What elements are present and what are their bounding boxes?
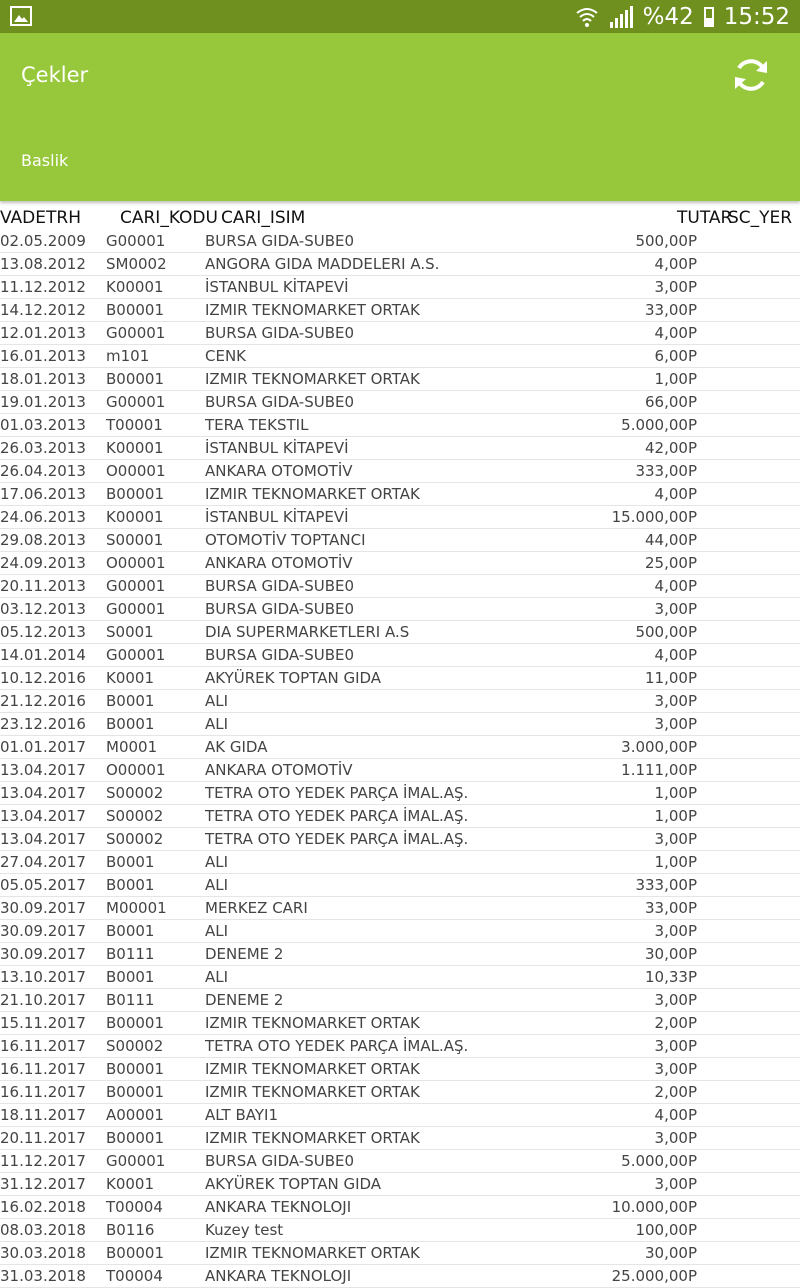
cell-tutar: 3,00P [654, 830, 697, 848]
cell-tutar: 4,00P [654, 324, 697, 342]
cell-vadetrh: 16.11.2017 [0, 1083, 86, 1101]
cell-vadetrh: 15.11.2017 [0, 1014, 86, 1032]
cell-cari-kodu: B00001 [106, 1083, 165, 1101]
header-cari-kodu: CARI_KODU [120, 208, 218, 228]
cell-vadetrh: 27.04.2017 [0, 853, 86, 871]
table-row[interactable] [0, 736, 800, 759]
table-row[interactable] [0, 920, 800, 943]
cell-vadetrh: 24.06.2013 [0, 508, 86, 526]
cell-vadetrh: 30.09.2017 [0, 945, 86, 963]
cell-cari-isim: ALI [205, 853, 229, 871]
cell-vadetrh: 16.11.2017 [0, 1037, 86, 1055]
cell-vadetrh: 13.04.2017 [0, 830, 86, 848]
cell-cari-kodu: m101 [106, 347, 150, 365]
cell-cari-kodu: G00001 [106, 324, 166, 342]
image-notification-icon [10, 6, 32, 26]
cell-cari-kodu: M0001 [106, 738, 158, 756]
cell-vadetrh: 16.11.2017 [0, 1060, 86, 1078]
table-row[interactable] [0, 713, 800, 736]
cell-cari-kodu: B00001 [106, 1014, 165, 1032]
cell-cari-kodu: B0116 [106, 1221, 155, 1239]
cell-vadetrh: 13.04.2017 [0, 807, 86, 825]
table-row[interactable] [0, 690, 800, 713]
cell-tutar: 10.000,00P [611, 1198, 697, 1216]
cell-tutar: 3,00P [654, 1037, 697, 1055]
cell-cari-isim: İSTANBUL KİTAPEVİ [205, 439, 349, 457]
cell-cari-kodu: M00001 [106, 899, 167, 917]
table-row[interactable] [0, 230, 800, 253]
cell-vadetrh: 13.08.2012 [0, 255, 86, 273]
cell-vadetrh: 20.11.2017 [0, 1129, 86, 1147]
table-row[interactable] [0, 667, 800, 690]
table-row[interactable] [0, 483, 800, 506]
cell-tutar: 500,00P [635, 232, 697, 250]
cell-vadetrh: 03.12.2013 [0, 600, 86, 618]
table-row[interactable] [0, 1265, 800, 1288]
header-sc-yer: SC_YER [728, 208, 793, 228]
cell-vadetrh: 14.01.2014 [0, 646, 86, 664]
cell-cari-kodu: T00004 [106, 1198, 163, 1216]
cell-tutar: 1,00P [654, 370, 697, 388]
cell-vadetrh: 13.10.2017 [0, 968, 86, 986]
cell-cari-kodu: B0001 [106, 715, 155, 733]
table-row[interactable] [0, 345, 800, 368]
cell-tutar: 3,00P [654, 922, 697, 940]
wifi-icon [575, 5, 599, 29]
table-row[interactable] [0, 322, 800, 345]
cell-vadetrh: 12.01.2013 [0, 324, 86, 342]
cell-cari-kodu: B0001 [106, 876, 155, 894]
table-row[interactable] [0, 529, 800, 552]
cell-cari-isim: İSTANBUL KİTAPEVİ [205, 508, 349, 526]
table-row[interactable] [0, 391, 800, 414]
table-row[interactable] [0, 1242, 800, 1265]
battery-percent: %42 [642, 3, 694, 30]
refresh-icon[interactable] [731, 55, 771, 95]
table-row[interactable] [0, 460, 800, 483]
cell-cari-kodu: K0001 [106, 669, 155, 687]
cell-cari-isim: IZMIR TEKNOMARKET ORTAK [205, 1244, 420, 1262]
cell-cari-isim: ANKARA OTOMOTİV [205, 761, 353, 779]
signal-icon [609, 6, 633, 28]
table-row[interactable] [0, 759, 800, 782]
cell-tutar: 3,00P [654, 1129, 697, 1147]
cell-vadetrh: 01.01.2017 [0, 738, 86, 756]
cell-tutar: 6,00P [654, 347, 697, 365]
cell-cari-kodu: B00001 [106, 370, 165, 388]
cell-vadetrh: 24.09.2013 [0, 554, 86, 572]
cell-cari-isim: DIA SUPERMARKETLERI A.S [205, 623, 410, 641]
cell-cari-isim: ALI [205, 715, 229, 733]
table-header [0, 206, 800, 230]
table-row[interactable] [0, 598, 800, 621]
cell-cari-isim: ALI [205, 876, 229, 894]
cell-cari-kodu: B00001 [106, 1244, 165, 1262]
cell-cari-isim: ALI [205, 968, 229, 986]
table-row[interactable] [0, 644, 800, 667]
cell-vadetrh: 13.04.2017 [0, 761, 86, 779]
table-row[interactable] [0, 1035, 800, 1058]
cell-cari-kodu: O00001 [106, 761, 166, 779]
cell-vadetrh: 10.12.2016 [0, 669, 86, 687]
cell-tutar: 3,00P [654, 692, 697, 710]
table-row[interactable] [0, 437, 800, 460]
cell-cari-kodu: G00001 [106, 393, 166, 411]
table-row[interactable] [0, 1127, 800, 1150]
cell-cari-isim: ANKARA OTOMOTİV [205, 554, 353, 572]
cell-cari-kodu: S00002 [106, 784, 164, 802]
cell-tutar: 4,00P [654, 485, 697, 503]
check-list[interactable] [0, 230, 800, 1288]
cell-vadetrh: 31.12.2017 [0, 1175, 86, 1193]
cell-cari-kodu: B00001 [106, 301, 165, 319]
cell-cari-isim: CENK [205, 347, 247, 365]
cell-tutar: 3,00P [654, 1060, 697, 1078]
cell-tutar: 44,00P [645, 531, 697, 549]
cell-cari-isim: DENEME 2 [205, 945, 284, 963]
cell-cari-isim: ALI [205, 692, 229, 710]
cell-tutar: 1,00P [654, 784, 697, 802]
table-row[interactable] [0, 299, 800, 322]
cell-cari-isim: BURSA GIDA-SUBE0 [205, 600, 355, 618]
cell-cari-kodu: G00001 [106, 1152, 166, 1170]
cell-tutar: 2,00P [654, 1083, 697, 1101]
cell-vadetrh: 02.05.2009 [0, 232, 86, 250]
cell-tutar: 4,00P [654, 1106, 697, 1124]
cell-cari-kodu: SM0002 [106, 255, 167, 273]
cell-tutar: 4,00P [654, 646, 697, 664]
cell-vadetrh: 21.12.2016 [0, 692, 86, 710]
table-row[interactable] [0, 782, 800, 805]
cell-cari-kodu: G00001 [106, 232, 166, 250]
cell-vadetrh: 19.01.2013 [0, 393, 86, 411]
cell-tutar: 3,00P [654, 278, 697, 296]
cell-cari-kodu: T00004 [106, 1267, 163, 1285]
table-row[interactable] [0, 1173, 800, 1196]
page-title: Çekler [21, 63, 89, 87]
cell-tutar: 333,00P [635, 876, 697, 894]
table-row[interactable] [0, 506, 800, 529]
table-row[interactable] [0, 253, 800, 276]
header-cari-isim: CARI_ISIM [221, 208, 306, 228]
cell-cari-isim: AKYÜREK TOPTAN GIDA [205, 669, 382, 687]
table-row[interactable] [0, 1081, 800, 1104]
cell-tutar: 3,00P [654, 600, 697, 618]
cell-cari-kodu: B00001 [106, 1060, 165, 1078]
cell-vadetrh: 30.09.2017 [0, 899, 86, 917]
cell-vadetrh: 23.12.2016 [0, 715, 86, 733]
cell-tutar: 66,00P [645, 393, 697, 411]
table-row[interactable] [0, 414, 800, 437]
cell-tutar: 33,00P [645, 301, 697, 319]
cell-tutar: 1,00P [654, 853, 697, 871]
cell-cari-isim: İSTANBUL KİTAPEVİ [205, 278, 349, 296]
table-row[interactable] [0, 575, 800, 598]
cell-tutar: 100,00P [635, 1221, 697, 1239]
table-row[interactable] [0, 1058, 800, 1081]
cell-vadetrh: 11.12.2017 [0, 1152, 86, 1170]
cell-vadetrh: 18.11.2017 [0, 1106, 86, 1124]
cell-vadetrh: 05.12.2013 [0, 623, 86, 641]
cell-tutar: 1,00P [654, 807, 697, 825]
battery-icon [704, 7, 714, 27]
status-bar [0, 0, 800, 33]
cell-cari-isim: IZMIR TEKNOMARKET ORTAK [205, 301, 420, 319]
cell-cari-kodu: O00001 [106, 462, 166, 480]
cell-cari-kodu: B0001 [106, 922, 155, 940]
cell-tutar: 33,00P [645, 899, 697, 917]
cell-vadetrh: 29.08.2013 [0, 531, 86, 549]
cell-cari-kodu: B00001 [106, 485, 165, 503]
cell-cari-isim: ANKARA OTOMOTİV [205, 462, 353, 480]
cell-tutar: 2,00P [654, 1014, 697, 1032]
table-row[interactable] [0, 1196, 800, 1219]
cell-vadetrh: 01.03.2013 [0, 416, 86, 434]
table-row[interactable] [0, 621, 800, 644]
cell-cari-isim: TETRA OTO YEDEK PARÇA İMAL.AŞ. [205, 1037, 469, 1055]
cell-cari-isim: ANGORA GIDA MADDELERI A.S. [205, 255, 440, 273]
table-row[interactable] [0, 874, 800, 897]
cell-vadetrh: 26.03.2013 [0, 439, 86, 457]
cell-cari-kodu: S00002 [106, 830, 164, 848]
cell-cari-isim: IZMIR TEKNOMARKET ORTAK [205, 1014, 420, 1032]
cell-cari-kodu: G00001 [106, 577, 166, 595]
table-row[interactable] [0, 1150, 800, 1173]
cell-tutar: 25,00P [645, 554, 697, 572]
cell-vadetrh: 05.05.2017 [0, 876, 86, 894]
cell-tutar: 30,00P [645, 1244, 697, 1262]
cell-cari-kodu: B0111 [106, 945, 155, 963]
cell-cari-kodu: K00001 [106, 439, 164, 457]
cell-cari-kodu: B0111 [106, 991, 155, 1009]
cell-vadetrh: 31.03.2018 [0, 1267, 86, 1285]
cell-tutar: 11,00P [645, 669, 697, 687]
cell-cari-isim: BURSA GIDA-SUBE0 [205, 324, 355, 342]
app-bar [0, 33, 800, 201]
cell-tutar: 30,00P [645, 945, 697, 963]
cell-tutar: 5.000,00P [621, 416, 697, 434]
cell-tutar: 25.000,00P [611, 1267, 697, 1285]
cell-cari-kodu: B0001 [106, 853, 155, 871]
cell-cari-kodu: B0001 [106, 692, 155, 710]
table-row[interactable] [0, 1104, 800, 1127]
cell-cari-kodu: T00001 [106, 416, 163, 434]
cell-cari-kodu: K00001 [106, 508, 164, 526]
cell-cari-kodu: K0001 [106, 1175, 155, 1193]
cell-cari-kodu: B00001 [106, 1129, 165, 1147]
cell-cari-kodu: B0001 [106, 968, 155, 986]
cell-cari-isim: BURSA GIDA-SUBE0 [205, 646, 355, 664]
cell-cari-isim: AK GIDA [205, 738, 268, 756]
cell-cari-isim: ANKARA TEKNOLOJI [205, 1267, 352, 1285]
cell-vadetrh: 17.06.2013 [0, 485, 86, 503]
cell-tutar: 333,00P [635, 462, 697, 480]
cell-cari-isim: ALT BAYI1 [205, 1106, 279, 1124]
cell-cari-isim: TETRA OTO YEDEK PARÇA İMAL.AŞ. [205, 830, 469, 848]
table-row[interactable] [0, 943, 800, 966]
cell-tutar: 3.000,00P [621, 738, 697, 756]
cell-tutar: 1.111,00P [621, 761, 697, 779]
cell-vadetrh: 30.09.2017 [0, 922, 86, 940]
cell-cari-isim: IZMIR TEKNOMARKET ORTAK [205, 1129, 420, 1147]
table-row[interactable] [0, 368, 800, 391]
cell-cari-isim: IZMIR TEKNOMARKET ORTAK [205, 370, 420, 388]
cell-tutar: 3,00P [654, 1175, 697, 1193]
cell-cari-kodu: K00001 [106, 278, 164, 296]
cell-tutar: 10,33P [645, 968, 697, 986]
cell-cari-isim: ALI [205, 922, 229, 940]
table-row[interactable] [0, 897, 800, 920]
cell-cari-isim: BURSA GIDA-SUBE0 [205, 393, 355, 411]
cell-tutar: 500,00P [635, 623, 697, 641]
cell-cari-kodu: S00001 [106, 531, 164, 549]
cell-cari-isim: ANKARA TEKNOLOJI [205, 1198, 352, 1216]
cell-vadetrh: 11.12.2012 [0, 278, 86, 296]
table-row[interactable] [0, 989, 800, 1012]
cell-cari-isim: AKYÜREK TOPTAN GIDA [205, 1175, 382, 1193]
cell-cari-isim: DENEME 2 [205, 991, 284, 1009]
cell-vadetrh: 21.10.2017 [0, 991, 86, 1009]
cell-vadetrh: 08.03.2018 [0, 1221, 86, 1239]
header-vadetrh: VADETRH [0, 208, 81, 228]
cell-tutar: 4,00P [654, 577, 697, 595]
cell-cari-isim: BURSA GIDA-SUBE0 [205, 232, 355, 250]
cell-cari-kodu: G00001 [106, 646, 166, 664]
cell-cari-kodu: A00001 [106, 1106, 164, 1124]
cell-cari-isim: TETRA OTO YEDEK PARÇA İMAL.AŞ. [205, 807, 469, 825]
cell-vadetrh: 26.04.2013 [0, 462, 86, 480]
table-row[interactable] [0, 1219, 800, 1242]
cell-vadetrh: 14.12.2012 [0, 301, 86, 319]
cell-tutar: 42,00P [645, 439, 697, 457]
cell-tutar: 5.000,00P [621, 1152, 697, 1170]
table-row[interactable] [0, 966, 800, 989]
cell-cari-isim: TERA TEKSTIL [205, 416, 309, 434]
cell-cari-isim: OTOMOTİV TOPTANCI [205, 531, 366, 549]
table-row[interactable] [0, 805, 800, 828]
page-subtitle: Baslik [21, 151, 69, 170]
cell-cari-isim: TETRA OTO YEDEK PARÇA İMAL.AŞ. [205, 784, 469, 802]
table-row[interactable] [0, 1012, 800, 1035]
cell-cari-isim: MERKEZ CARI [205, 899, 308, 917]
cell-cari-isim: BURSA GIDA-SUBE0 [205, 1152, 355, 1170]
clock: 15:52 [723, 3, 790, 30]
cell-vadetrh: 16.01.2013 [0, 347, 86, 365]
table-row[interactable] [0, 828, 800, 851]
header-tutar: TUTAR [677, 208, 733, 228]
cell-vadetrh: 13.04.2017 [0, 784, 86, 802]
cell-cari-kodu: S00002 [106, 807, 164, 825]
cell-cari-kodu: S0001 [106, 623, 154, 641]
cell-cari-isim: Kuzey test [205, 1221, 284, 1239]
table-row[interactable] [0, 851, 800, 874]
cell-cari-kodu: O00001 [106, 554, 166, 572]
table-row[interactable] [0, 276, 800, 299]
cell-cari-kodu: S00002 [106, 1037, 164, 1055]
cell-vadetrh: 16.02.2018 [0, 1198, 86, 1216]
table-row[interactable] [0, 552, 800, 575]
cell-cari-isim: IZMIR TEKNOMARKET ORTAK [205, 1060, 420, 1078]
cell-tutar: 15.000,00P [611, 508, 697, 526]
cell-cari-isim: IZMIR TEKNOMARKET ORTAK [205, 1083, 420, 1101]
cell-vadetrh: 20.11.2013 [0, 577, 86, 595]
cell-cari-kodu: G00001 [106, 600, 166, 618]
cell-tutar: 3,00P [654, 991, 697, 1009]
cell-tutar: 3,00P [654, 715, 697, 733]
cell-vadetrh: 30.03.2018 [0, 1244, 86, 1262]
cell-cari-isim: BURSA GIDA-SUBE0 [205, 577, 355, 595]
cell-cari-isim: IZMIR TEKNOMARKET ORTAK [205, 485, 420, 503]
cell-vadetrh: 18.01.2013 [0, 370, 86, 388]
cell-tutar: 4,00P [654, 255, 697, 273]
